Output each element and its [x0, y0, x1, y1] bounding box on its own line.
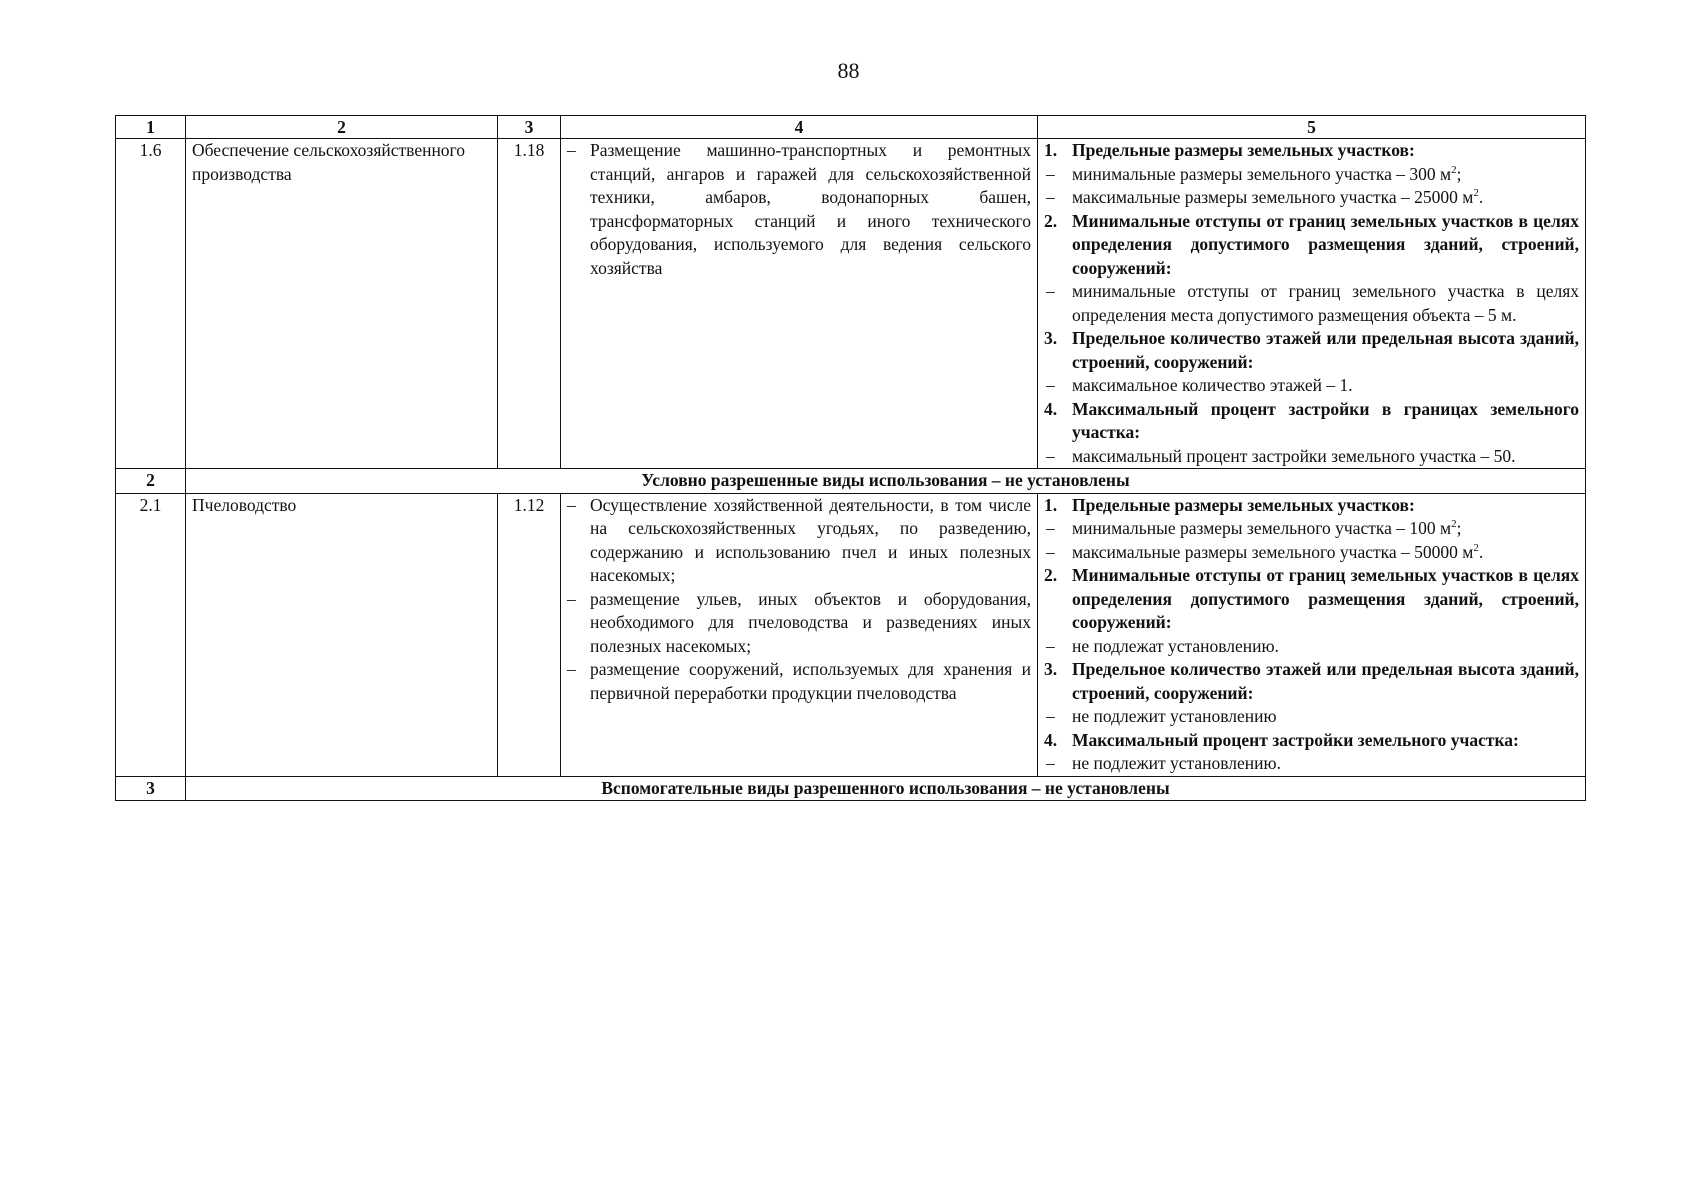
parameter-text: максимальный процент застройки земельного участка – 50. [1072, 445, 1516, 466]
row-number: 2.1 [116, 493, 186, 776]
section-number: 3 [116, 776, 186, 801]
parameter-value [1044, 635, 1579, 659]
parameter-text: минимальные отступы от границ земельного участка в целях определения места допустимого размещения объекта – 5 м. [1072, 281, 1579, 325]
parameter-heading [1044, 658, 1579, 705]
parameter-title: Максимальный процент застройки земельного участка: [1072, 729, 1519, 750]
zoning-table [115, 115, 1586, 801]
use-code: 1.18 [498, 139, 561, 469]
section-row [116, 469, 1586, 494]
description-list [567, 494, 1031, 706]
parameter-index: 2. [1044, 210, 1058, 231]
section-number: 2 [116, 469, 186, 494]
parameter-value [1044, 280, 1579, 327]
parameter-index: 4. [1044, 729, 1058, 750]
parameter-index: 2. [1044, 565, 1058, 585]
parameter-index: 3. [1044, 659, 1058, 679]
parameter-text: максимальное количество этажей – 1. [1072, 375, 1353, 395]
use-parameters [1038, 139, 1586, 469]
parameter-heading [1044, 398, 1579, 445]
parameter-value [1044, 445, 1579, 469]
header-col-5: 5 [1038, 116, 1586, 139]
parameter-title: Максимальный процент застройки в границах земельного участка: [1072, 398, 1579, 442]
parameter-text: минимальные размеры земельного участка – 100 м [1072, 518, 1452, 538]
parameter-punctuation: ; [1456, 518, 1462, 538]
header-col-3: 3 [498, 116, 561, 139]
parameter-punctuation: . [1478, 187, 1484, 207]
parameter-value [1044, 705, 1579, 729]
parameter-punctuation: . [1478, 541, 1484, 562]
superscript: 2 [1473, 541, 1479, 554]
table-body [116, 139, 1586, 801]
page-number: 88 [837, 58, 860, 83]
parameter-punctuation: ; [1456, 163, 1462, 184]
parameter-heading [1044, 210, 1579, 281]
use-name: Обеспечение сельскохозяйственного производства [186, 139, 498, 469]
parameter-heading [1044, 494, 1579, 518]
section-title: Условно разрешенные виды использования – не установлены [186, 469, 1586, 494]
use-description [561, 139, 1038, 469]
parameter-title: Предельные размеры земельных участков: [1072, 140, 1415, 160]
parameter-text: максимальные размеры земельного участка – 25000 м [1072, 187, 1474, 207]
parameter-value [1044, 186, 1579, 210]
parameter-value [1044, 752, 1579, 776]
table-row [116, 493, 1586, 776]
header-row [116, 116, 1586, 139]
superscript: 2 [1473, 187, 1479, 200]
row-number: 1.6 [116, 139, 186, 469]
superscript: 2 [1451, 518, 1457, 531]
parameter-title: Предельное количество этажей или предельная высота зданий, строений, сооружений: [1072, 328, 1579, 372]
parameter-index: 1. [1044, 140, 1058, 160]
parameter-index: 1. [1044, 494, 1058, 515]
section-row [116, 776, 1586, 801]
parameter-title: Минимальные отступы от границ земельных участков в целях определения допустимого размещения зданий, строений, сооружений: [1072, 565, 1579, 632]
header-col-1: 1 [116, 116, 186, 139]
parameter-text: максимальные размеры земельного участка – 50000 м [1072, 541, 1474, 562]
parameter-index: 3. [1044, 328, 1058, 348]
list-item: – размещение сооружений, используемых для хранения и первичной переработки продукции пчеловодства [567, 658, 1031, 705]
parameter-title: Предельное количество этажей или предельная высота зданий, строений, сооружений: [1072, 659, 1579, 703]
parameter-text: не подлежат установлению. [1072, 635, 1279, 656]
parameter-index: 4. [1044, 398, 1058, 419]
parameter-text: не подлежит установлению. [1072, 753, 1281, 773]
list-item: – размещение ульев, иных объектов и оборудования, необходимого для пчеловодства и разведениях иных полезных насекомых; [567, 588, 1031, 659]
table-row [116, 139, 1586, 469]
parameter-title: Предельные размеры земельных участков: [1072, 494, 1415, 515]
use-parameters [1038, 493, 1586, 776]
parameter-value [1044, 374, 1579, 398]
parameter-text: не подлежит установлению [1072, 706, 1277, 726]
use-description [561, 493, 1038, 776]
use-code: 1.12 [498, 493, 561, 776]
parameter-value [1044, 541, 1579, 565]
parameter-value [1044, 517, 1579, 541]
parameter-value [1044, 163, 1579, 187]
parameter-heading [1044, 564, 1579, 635]
header-col-4: 4 [561, 116, 1038, 139]
use-name: Пчеловодство [186, 493, 498, 776]
parameter-heading [1044, 327, 1579, 374]
header-col-2: 2 [186, 116, 498, 139]
parameter-heading [1044, 139, 1579, 163]
list-item: – Осуществление хозяйственной деятельности, в том числе на сельскохозяйственных угодьях, по разведению, содержанию и использованию пчел и иных полезных насекомых; [567, 494, 1031, 588]
section-title: Вспомогательные виды разрешенного использования – не установлены [186, 776, 1586, 801]
parameter-title: Минимальные отступы от границ земельных участков в целях определения допустимого размещения зданий, строений, сооружений: [1072, 210, 1579, 278]
parameter-heading [1044, 729, 1579, 753]
description-list [567, 139, 1031, 280]
superscript: 2 [1451, 163, 1457, 176]
parameter-text: минимальные размеры земельного участка – 300 м [1072, 163, 1452, 184]
list-item: – Размещение машинно-транспортных и ремонтных станций, ангаров и гаражей для сельскохозяйственной техники, амбаров, водонапорных башен, трансформаторных станций и иного технического оборудования, используемого для ведения сельского хозяйства [567, 139, 1031, 280]
